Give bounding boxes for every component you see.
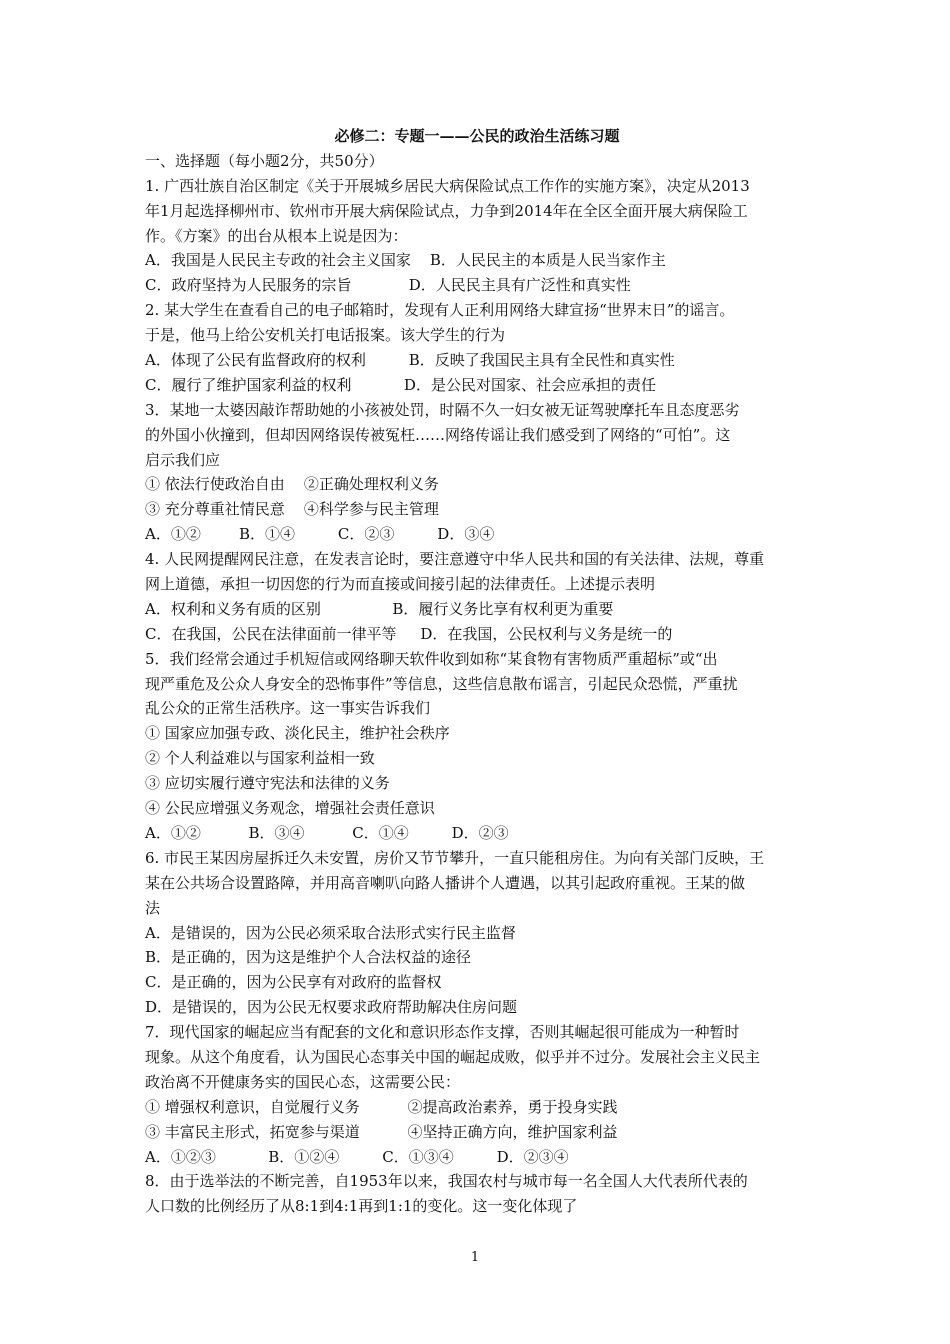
text-line: 于是，他马上给公安机关打电话报案。该大学生的行为 <box>145 326 506 345</box>
text-line: 法 <box>145 898 161 917</box>
text-line: 现象。从这个角度看，认为国民心态事关中国的崛起成败，似乎并不过分。发展社会主义民主 <box>145 1047 761 1066</box>
text-line: A．是错误的，因为公民必须采取合法形式实行民主监督 <box>145 923 516 942</box>
text-line: ③ 充分尊重社情民意 ④科学参与民主管理 <box>145 500 439 519</box>
text-line: A．①② B．③④ C．①④ D．②③ <box>145 823 509 842</box>
text-line: ③ 应切实履行遵守宪法和法律的义务 <box>145 774 390 793</box>
text-line: 2. 某大学生在查看自己的电子邮箱时，发现有人正利用网络大肆宣扬“世界末日”的谣言。 <box>145 301 735 320</box>
page-number: 1 <box>470 1250 480 1265</box>
text-line: C．履行了维护国家利益的权利 D．是公民对国家、社会应承担的责任 <box>145 375 656 394</box>
text-line: D．是错误的，因为公民无权要求政府帮助解决住房问题 <box>145 998 518 1017</box>
text-line: 现严重危及公众人身安全的恐怖事件”等信息，这些信息散布谣言，引起民众恐慌，严重扰 <box>145 674 738 693</box>
text-line: ④ 公民应增强义务观念，增强社会责任意识 <box>145 799 435 818</box>
text-line: A．①② B．①④ C．②③ D．③④ <box>145 525 495 544</box>
text-line: 作。《方案》的出台从根本上说是因为： <box>145 226 408 245</box>
text-line: A．体现了公民有监督政府的权利 B．反映了我国民主具有全民性和真实性 <box>145 351 675 370</box>
text-line: 1. 广西壮族自治区制定《关于开展城乡居民大病保险试点工作作的实施方案》，决定从2013 <box>145 176 750 195</box>
text-line: 4. 人民网提醒网民注意，在发表言论时，要注意遵守中华人民共和国的有关法律、法规，尊重 <box>145 550 765 569</box>
text-line: ① 国家应加强专政、淡化民主，维护社会秩序 <box>145 724 450 743</box>
text-line: 8．由于选举法的不断完善，自1953年以来，我国农村与城市每一名全国人大代表所代表的 <box>145 1172 748 1191</box>
text-line: 年1月起选择柳州市、钦州市开展大病保险试点，力争到2014年在全区全面开展大病保险工 <box>145 201 748 220</box>
text-line: A．权利和义务有质的区别 B．履行义务比享有权利更为重要 <box>145 599 614 618</box>
text-line: 某在公共场合设置路障，并用高音喇叭向路人播讲个人遭遇，以其引起政府重视。王某的做 <box>145 873 746 892</box>
text-line: 3．某地一太婆因敲诈帮助她的小孩被处罚，时隔不久一妇女被无证驾驶摩托车且态度恶劣 <box>145 400 740 419</box>
text-line: 启示我们应 <box>145 450 221 469</box>
text-line: 乱公众的正常生活秩序。这一事实告诉我们 <box>145 699 431 718</box>
text-line: 人口数的比例经历了从8:1到4:1再到1:1的变化。这一变化体现了 <box>145 1197 578 1216</box>
text-line: ① 增强权利意识，自觉履行义务 ②提高政治素养，勇于投身实践 <box>145 1097 618 1116</box>
text-line: ① 依法行使政治自由 ②正确处理权利义务 <box>145 475 439 494</box>
text-line: A．我国是人民民主专政的社会主义国家 B．人民民主的本质是人民当家作主 <box>145 251 666 270</box>
text-line: 的外国小伙撞到，但却因网络误传被冤枉……网络传谣让我们感受到了网络的“可怕”。这 <box>145 425 731 444</box>
text-line: A．①②③ B．①②④ C．①③④ D．②③④ <box>145 1147 569 1166</box>
text-line: C．在我国，公民在法律面前一律平等 D．在我国，公民权利与义务是统一的 <box>145 624 673 643</box>
text-line: 7．现代国家的崛起应当有配套的文化和意识形态作支撑，否则其崛起很可能成为一种暂时 <box>145 1023 740 1042</box>
text-line: C．政府坚持为人民服务的宗旨 D．人民民主具有广泛性和真实性 <box>145 276 631 295</box>
text-line: 一、选择题（每小题2分，共50分） <box>145 151 384 170</box>
text-line: C．是正确的，因为公民享有对政府的监督权 <box>145 973 442 992</box>
page-title: 必修二：专题一——公民的政治生活练习题 <box>334 127 620 145</box>
text-line: 6. 市民王某因房屋拆迁久未安置，房价又节节攀升，一直只能租房住。为向有关部门反映，王 <box>145 848 765 867</box>
text-line: B．是正确的，因为这是维护个人合法权益的途径 <box>145 948 472 967</box>
text-line: 网上道德，承担一切因您的行为而直接或间接引起的法律责任。上述提示表明 <box>145 575 656 594</box>
text-line: ③ 丰富民主形式，拓宽参与渠道 ④坚持正确方向，维护国家利益 <box>145 1122 618 1141</box>
text-line: 政治离不开健康务实的国民心态，这需要公民： <box>145 1072 461 1091</box>
document-body <box>145 149 809 1219</box>
text-line: 5．我们经常会通过手机短信或网络聊天软件收到如称“某食物有害物质严重超标”或“出 <box>145 649 718 668</box>
text-line: ② 个人利益难以与国家利益相一致 <box>145 749 375 768</box>
document-page <box>145 124 809 1219</box>
